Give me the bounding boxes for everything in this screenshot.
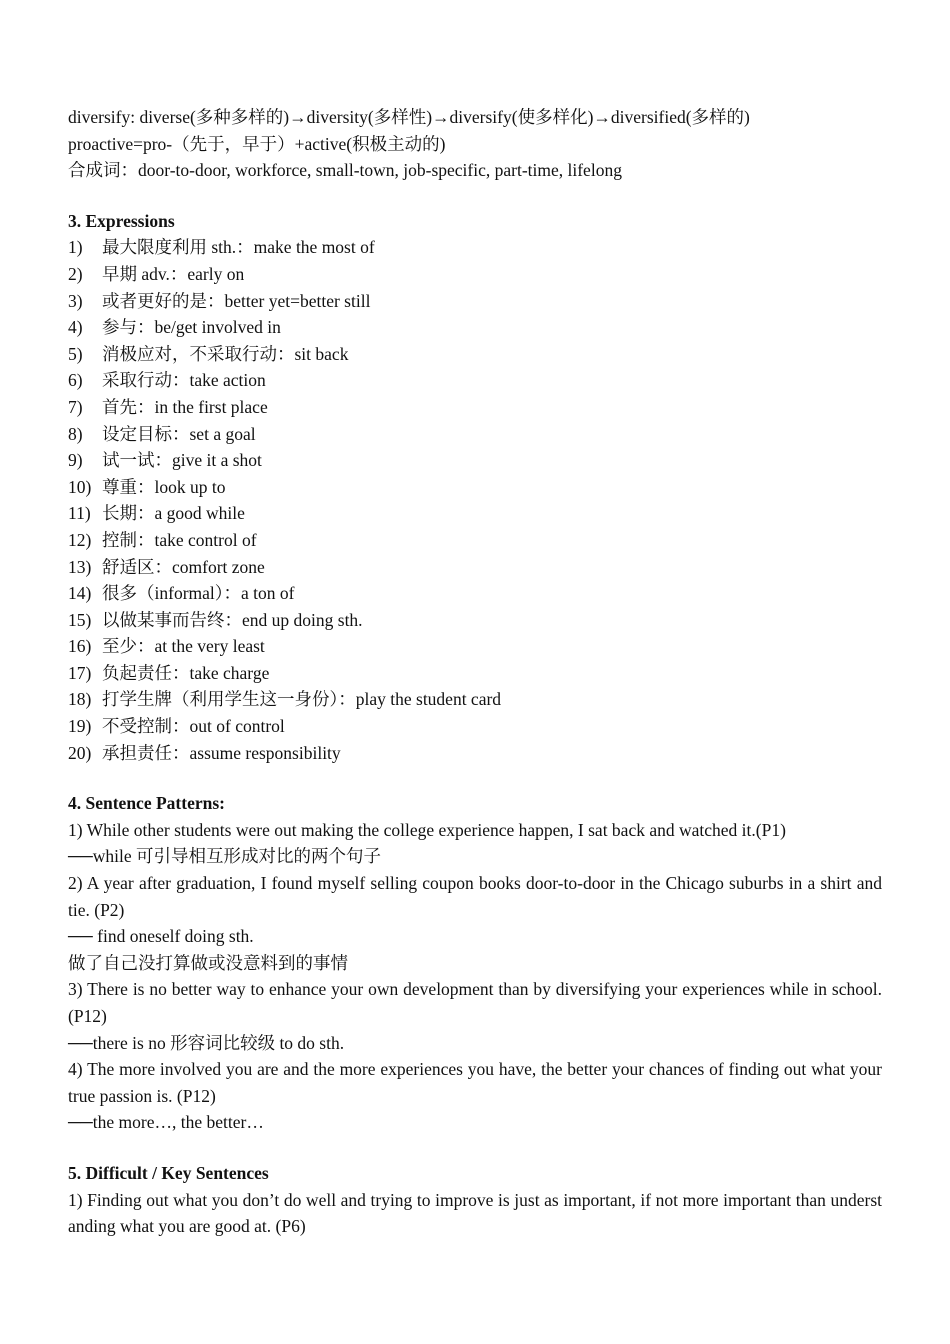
list-item (68, 447, 882, 474)
list-item (68, 314, 882, 341)
pattern-sentence-3: 3) There is no better way to enhance your own development than by diversifying your experiences while in school. (P12) (68, 979, 882, 1026)
list-item (68, 686, 882, 713)
item-number: 4) (68, 317, 83, 338)
vocab-line-compounds: 合成词：door-to-door, workforce, small-town, job-specific, part-time, lifelong (68, 160, 622, 181)
list-item (68, 394, 882, 421)
item-text: 设定目标：set a goal (102, 423, 256, 444)
item-text: 尊重：look up to (102, 476, 226, 497)
expressions-heading: 3. Expressions (68, 210, 175, 231)
item-text: 试一试：give it a shot (102, 450, 262, 471)
sentence-patterns-heading: 4. Sentence Patterns: (68, 793, 225, 814)
item-text: 不受控制：out of control (102, 716, 285, 737)
item-number: 16) (68, 636, 92, 657)
vocab-line-proactive: proactive=pro-（先于，早于）+active(积极主动的) (68, 133, 446, 154)
list-item (68, 554, 882, 581)
pattern-sentence-4: 4) The more involved you are and the more experiences you have, the better your chances of finding out what your true passion is. (P12) (68, 1059, 882, 1106)
list-item (68, 713, 882, 740)
item-text: 很多（informal）：a ton of (102, 583, 295, 604)
item-text: 以做某事而告终：end up doing sth. (102, 609, 363, 630)
item-text: 负起责任：take charge (102, 662, 270, 683)
item-number: 17) (68, 662, 92, 683)
pattern-note-3: ──there is no 形容词比较级 to do sth. (68, 1032, 345, 1053)
pattern-sentence-1: 1) While other students were out making the college experience happen, I sat back and watched it.(P1) (68, 819, 786, 840)
list-item (68, 341, 882, 368)
list-item (68, 500, 882, 527)
item-number: 18) (68, 689, 92, 710)
list-item (68, 234, 882, 261)
list-item (68, 580, 882, 607)
item-text: 参与：be/get involved in (102, 317, 281, 338)
list-item (68, 527, 882, 554)
list-item (68, 740, 882, 767)
pattern-sentence-2: 2) A year after graduation, I found myself selling coupon books door-to-door in the Chicago suburbs in a shirt and tie. (P2) (68, 873, 882, 920)
list-item (68, 633, 882, 660)
item-number: 19) (68, 716, 92, 737)
list-item (68, 607, 882, 634)
item-text: 消极应对，不采取行动：sit back (102, 343, 349, 364)
item-number: 3) (68, 290, 83, 311)
item-number: 11) (68, 503, 91, 524)
list-item (68, 660, 882, 687)
vocab-line-diversify: diversify: diverse(多种多样的)→diversity(多样性)→diversify(使多样化)→diversified(多样的) (68, 107, 750, 127)
item-number: 7) (68, 396, 83, 417)
pattern-note-2: ── find oneself doing sth. (68, 926, 254, 947)
item-number: 1) (68, 237, 83, 258)
list-item (68, 421, 882, 448)
spacer (68, 1136, 882, 1160)
expressions-list (68, 234, 882, 766)
list-item (68, 261, 882, 288)
item-text: 至少：at the very least (102, 636, 265, 657)
item-text: 舒适区：comfort zone (102, 556, 265, 577)
item-number: 20) (68, 742, 92, 763)
item-text: 控制：take control of (102, 529, 257, 550)
item-number: 6) (68, 370, 83, 391)
item-text: 最大限度利用 sth.：make the most of (102, 237, 375, 258)
item-number: 10) (68, 476, 92, 497)
item-number: 13) (68, 556, 92, 577)
pattern-note-1: ──while 可引导相互形成对比的两个句子 (68, 846, 382, 867)
item-text: 采取行动：take action (102, 370, 266, 391)
item-text: 早期 adv.：early on (102, 263, 245, 284)
difficult-sentence-1: 1) Finding out what you don’t do well and trying to improve is just as important, if not more important than understanding what you are good at. (P6) (68, 1189, 882, 1237)
item-number: 2) (68, 263, 83, 284)
list-item (68, 288, 882, 315)
spacer (68, 184, 882, 208)
spacer (68, 766, 882, 790)
list-item (68, 367, 882, 394)
pattern-note-2-meaning: 做了自己没打算做或没意料到的事情 (68, 952, 348, 973)
item-number: 12) (68, 529, 92, 550)
item-text: 首先：in the first place (102, 396, 268, 417)
item-number: 8) (68, 423, 83, 444)
item-text: 承担责任：assume responsibility (102, 742, 341, 763)
item-text: 打学生牌（利用学生这一身份）：play the student card (102, 689, 502, 710)
item-number: 15) (68, 609, 92, 630)
pattern-note-4: ──the more…, the better… (68, 1112, 264, 1133)
list-item (68, 474, 882, 501)
item-number: 9) (68, 450, 83, 471)
item-text: 或者更好的是：better yet=better still (102, 290, 371, 311)
item-text: 长期：a good while (102, 503, 245, 524)
difficult-sentences-heading: 5. Difficult / Key Sentences (68, 1162, 269, 1183)
item-number: 14) (68, 583, 92, 604)
item-number: 5) (68, 343, 83, 364)
